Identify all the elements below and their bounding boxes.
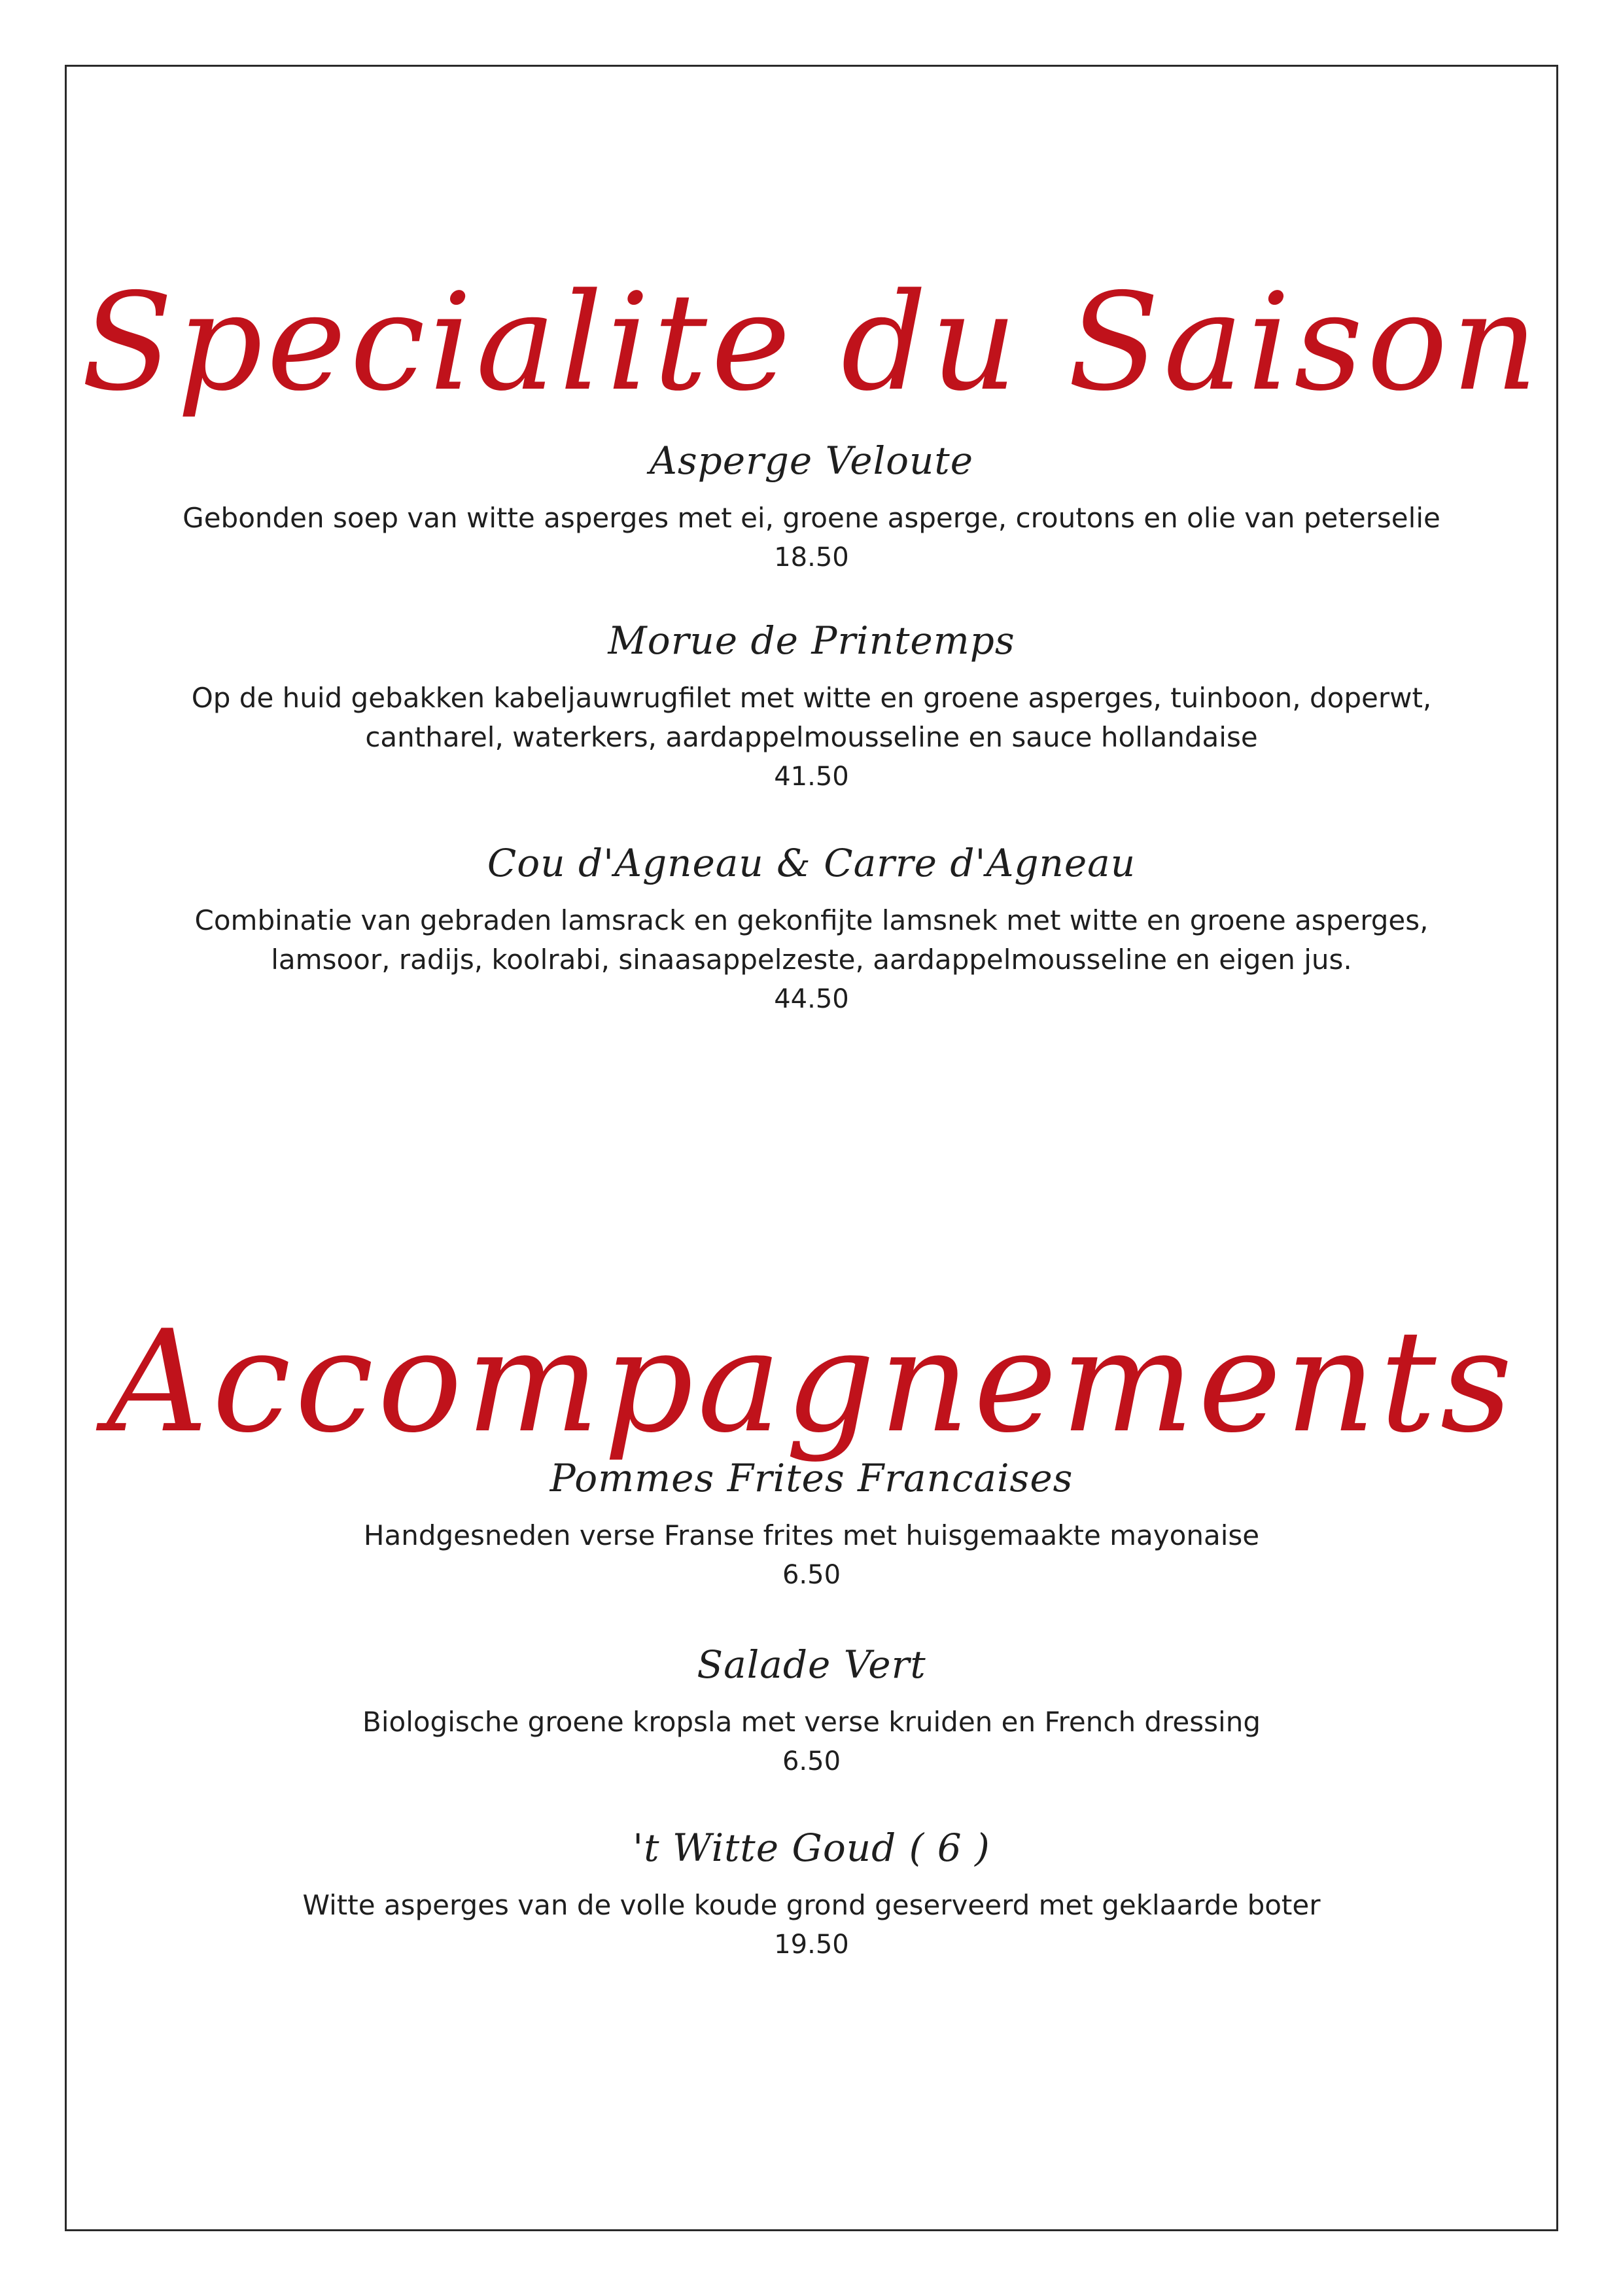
dish-description-line: Op de huid gebakken kabeljauwrugfilet met witte en groene asperges, tuinboon, doperwt, [191,681,1432,714]
section-title-accompagnements: Accompagnements [107,1299,1516,1464]
dish-price: 44.50 [774,983,849,1014]
menu-item [0,1642,1623,1781]
dish-description-line: Biologische groene kropsla met verse kruiden en French dressing [362,1705,1261,1738]
dish-price: 41.50 [774,761,849,792]
dish-description-line: Witte asperges van de volle koude grond geserveerd met geklaarde boter [302,1888,1321,1921]
dish-description-line: Combinatie van gebraden lamsrack en gekonfijte lamsnek met witte en groene asperges, [194,904,1429,936]
dish-description-line: lamsoor, radijs, koolrabi, sinaasappelzeste, aardappelmousseline en eigen jus. [271,943,1352,976]
dish-description [158,901,1466,980]
dish-price: 18.50 [774,542,849,573]
dish-description [158,1886,1466,1925]
section-title-specialite: Specialite du Saison [81,265,1542,421]
menu-item [0,1456,1623,1595]
dish-description-line: cantharel, waterkers, aardappelmousseline en sauce hollandaise [365,720,1258,753]
dish-name: Salade Vert [697,1642,926,1687]
dish-price: 6.50 [782,1559,841,1590]
dish-description-line: Handgesneden verse Franse frites met huisgemaakte mayonaise [363,1519,1260,1551]
dish-description [158,499,1466,538]
menu-item [0,438,1623,577]
dish-name: Morue de Printemps [608,618,1015,663]
menu-item [0,841,1623,1019]
dish-name: Pommes Frites Francaises [550,1456,1073,1500]
dish-name: Asperge Veloute [649,438,974,483]
dish-description [158,1703,1466,1742]
menu-item [0,618,1623,796]
menu-item [0,1826,1623,1964]
dish-price: 19.50 [774,1929,849,1960]
dish-price: 6.50 [782,1746,841,1776]
dish-description [158,679,1466,757]
dish-name: 't Witte Goud ( 6 ) [633,1826,990,1870]
dish-description-line: Gebonden soep van witte asperges met ei, groene asperge, croutons en olie van peterselie [183,501,1440,534]
dish-name: Cou d'Agneau & Carre d'Agneau [487,841,1136,885]
dish-description [158,1516,1466,1555]
